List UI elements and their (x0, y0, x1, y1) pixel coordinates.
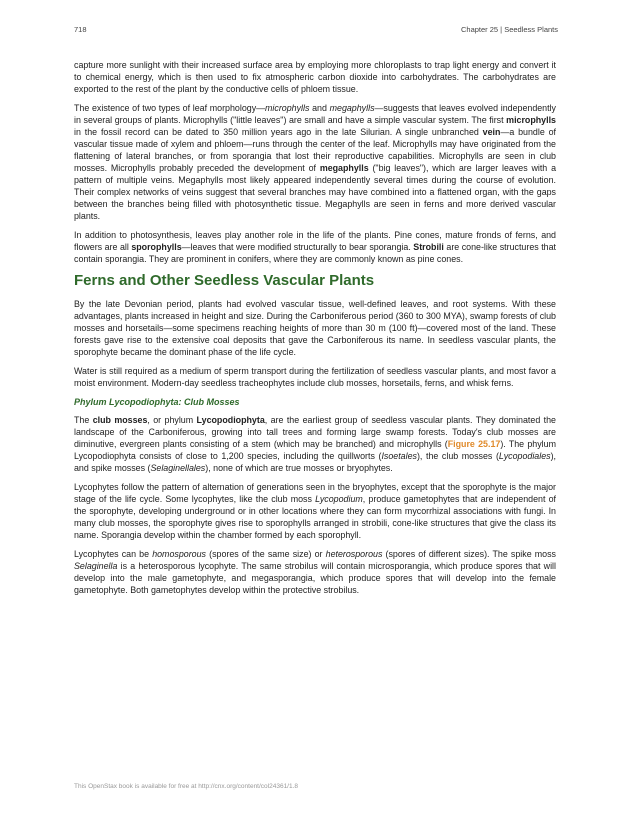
running-header (74, 25, 558, 34)
term-megaphylls: megaphylls (319, 163, 369, 173)
term-microphylls: microphylls (506, 115, 556, 125)
footer-note: This OpenStax book is available for free at http://cnx.org/content/col24361/1.8 (74, 783, 299, 790)
paragraph-lycophyte-lifecycle: Lycophytes follow the pattern of alternation of generations seen in the bryophytes, except that the sporophyte is the major stage of the life cycle. Some lycophytes, like the club moss Lycopodium, produce gametophytes that are independent of the sporophyte, developing underground or in other locations where they can form mycorrhizal associations with fungi. In many club mosses, the sporophyte gives rise to sporophylls arranged in strobili, cone-like structures that give the class its name. Sporangia develop within the chamber formed by each sporophyll. (74, 482, 557, 540)
chapter-title: Chapter 25 | Seedless Plants (460, 25, 558, 34)
paragraph-water: Water is still required as a medium of sperm transport during the fertilization of seedless vascular plants, and most favor a moist environment. Modern-day seedless tracheophytes include club mosses, horsetails, ferns, and whisk ferns. (74, 366, 556, 388)
paragraph-club-mosses: The club mosses, or phylum Lycopodiophyta, are the earliest group of seedless vascular plants. They dominated the landscape of the Carboniferous, growing into tall trees and forming large swamp forests. Today's club mosses are diminutive, evergreen plants consisting of a stem (which may be branched) and microphylls (Figure 25.17). The phylum Lycopodiophyta consists of close to 1,200 species, including the quillworts (Isoetales), the club mosses (Lycopodiales), and spike mosses (Selaginellales), none of which are true mosses or bryophytes. (74, 415, 556, 473)
term-sporophylls: sporophylls (131, 242, 182, 252)
paragraph-spores: Lycophytes can be homosporous (spores of the same size) or heterosporous (spores of different sizes). The spike moss Selaginella is a heterosporous lycophyte. The same strobilus will contain microsporangia, which produce spores that will develop into the male gametophyte, and megasporangia, which produce spores that will develop into the female gametophyte. Both gametophytes develop within the protective strobilus. (74, 549, 556, 595)
paragraph-devonian: By the late Devonian period, plants had evolved vascular tissue, well-defined leaves, and root systems. With these advantages, plants increased in height and size. During the Carboniferous period (360 to 300 MYA), swamp forests of club mosses and horsetails—some specimens reaching heights of more than 30 m (100 ft)—covered most of the land. These forests gave rise to the extensive coal deposits that gave the Carboniferous its name. In seedless vascular plants, the sporophyte became the dominant phase of the life cycle. (74, 299, 556, 357)
paragraph-sporophylls: In addition to photosynthesis, leaves play another role in the life of the plants. Pine cones, mature fronds of ferns, and flowers are all sporophylls—leaves that were modified structurally to bear sporangia. Strobili are cone-like structures that contain sporangia. They are prominent in conifers, where they are commonly known as pine cones. (74, 230, 556, 264)
term-lycopodiophyta: Lycopodiophyta (196, 415, 265, 425)
term-vein: vein (482, 127, 501, 137)
page-number: 718 (74, 25, 87, 34)
body-content (74, 59, 556, 603)
term-club-mosses: club mosses (92, 415, 148, 425)
term-strobili: Strobili (413, 242, 444, 252)
paragraph-photosynthesis-leaves: capture more sunlight with their increased surface area by employing more chloroplasts to trap light energy and convert it to chemical energy, which is then used to fix atmospheric carbon dioxide into carbohydrates. The carbohydrates are exported to the rest of the plant by the conductive cells of phloem tissue. (74, 60, 556, 94)
paragraph-leaf-morphology: The existence of two types of leaf morphology—microphylls and megaphylls—suggests that leaves evolved independently in several groups of plants. Microphylls ("little leaves") are small and have a simple vascular system. The first microphylls in the fossil record can be dated to 350 million years ago in the late Silurian. A single unbranched vein—a bundle of vascular tissue made of xylem and phloem—runs through the center of the leaf. Microphylls may have originated from the flattening of lateral branches, or from sporangia that lost their reproductive capabilities. Microphylls are seen in club mosses. Microphylls probably preceded the development of megaphylls ("big leaves"), which are larger leaves with a pattern of multiple veins. Megaphylls most likely appeared independently several times during the course of evolution. Their complex networks of veins suggest that several branches may have combined into a flattened organ, with the gaps between the branches being filled with photosynthetic tissue. Megaphylls are seen in ferns and more derived vascular plants. (74, 103, 557, 221)
subsection-heading: Phylum Lycopodiophyta: Club Mosses (74, 397, 240, 407)
figure-link[interactable]: Figure 25.17 (447, 439, 501, 449)
section-heading: Ferns and Other Seedless Vascular Plants (74, 272, 375, 289)
